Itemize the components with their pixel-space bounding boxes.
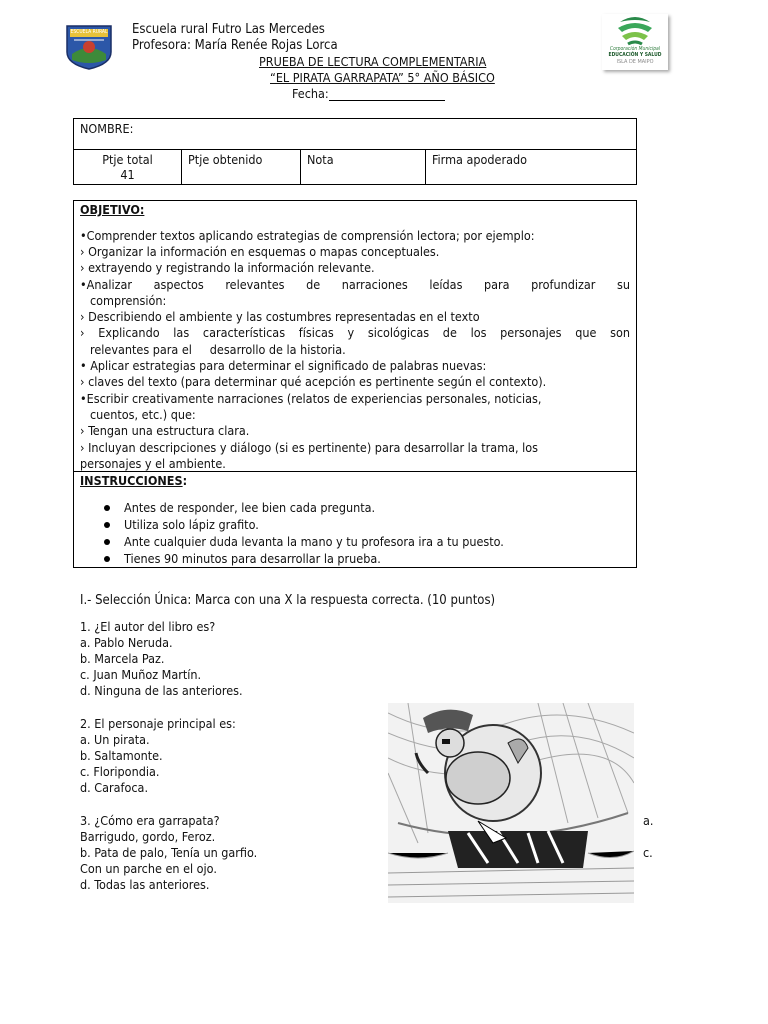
objective-line: › Explicando las características físicas y sicológicas de los personajes que son [80,325,630,340]
q3-option-c[interactable]: Con un parche en el ojo. [80,861,217,876]
objective-line: •Comprender textos aplicando estrategias de comprensión lectora; por ejemplo: [80,228,535,243]
corporation-logo-text-2: EDUCACIÓN Y SALUD [608,52,662,58]
q1-option-a[interactable]: a. Pablo Neruda. [80,635,173,650]
bullet-icon [104,522,110,528]
total-score-label: Ptje total [102,152,153,167]
objective-line: › Describiendo el ambiente y las costumbres representadas en el texto [80,309,480,324]
total-score-value: 41 [120,167,135,182]
section-divider [74,471,636,472]
q2-option-d[interactable]: d. Carafoca. [80,780,149,795]
test-title: PRUEBA DE LECTURA COMPLEMENTARIA [259,54,487,69]
student-info-table [73,118,637,185]
question-3: 3. ¿Cómo era garrapata? [80,813,220,828]
instructions-heading: INSTRUCCIONES: [80,473,188,488]
objective-line: › extrayendo y registrando la información relevante. [80,260,375,275]
objective-line: › Organizar la información en esquemas o mapas conceptuales. [80,244,440,259]
section-title: I.- Selección Única: Marca con una X la respuesta correcta. (10 puntos) [80,593,496,608]
objective-line: personajes y el ambiente. [80,456,226,471]
objective-line: •Escribir creativamente narraciones (relatos de experiencias personales, noticias, [80,391,542,406]
question-1: 1. ¿El autor del libro es? [80,619,216,634]
q3-option-d[interactable]: d. Todas las anteriores. [80,877,210,892]
obtained-score-label: Ptje obtenido [188,152,263,167]
instruction-item: Tienes 90 minutos para desarrollar la prueba. [104,551,630,567]
objective-line: relevantes para el desarrollo de la historia. [90,342,346,357]
bullet-icon [104,539,110,545]
objective-line: › Tengan una estructura clara. [80,423,250,438]
corporation-logo-text-3: ISLA DE MAIPO [616,59,654,65]
pirate-illustration [388,703,634,903]
instruction-item: Antes de responder, lee bien cada pregunta. [104,500,630,516]
q3-option-b[interactable]: b. Pata de palo, Tenía un garfio. [80,845,258,860]
guardian-signature-label: Firma apoderado [432,152,528,167]
q1-option-c[interactable]: c. Juan Muñoz Martín. [80,667,202,682]
objective-heading: OBJETIVO: [80,202,145,217]
question-2: 2. El personaje principal es: [80,716,236,731]
q3-option-c-marker: c. [643,845,653,860]
objective-line: •Analizar aspectos relevantes de narraciones leídas para profundizar su [80,277,630,292]
guardian-signature-cell[interactable] [426,150,637,185]
corporation-logo [602,14,668,70]
objective-line: cuentos, etc.) que: [90,407,196,422]
name-label: NOMBRE: [80,121,134,136]
q2-option-c[interactable]: c. Floripondia. [80,764,160,779]
school-logo-text: ESCUELA RURAL [70,29,108,35]
book-title: “EL PIRATA GARRAPATA” 5° AÑO BÁSICO [270,70,495,85]
obtained-score-cell[interactable] [182,150,301,185]
instruction-item: Ante cualquier duda levanta la mano y tu profesora ira a tu puesto. [104,534,630,550]
objective-line: › Incluyan descripciones y diálogo (si es pertinente) para desarrollar la trama, los [80,440,539,455]
objective-line: comprensión: [90,293,167,308]
q3-option-a-marker: a. [643,813,654,828]
teacher-name: Profesora: María Renée Rojas Lorca [132,38,338,53]
instruction-item: Utiliza solo lápiz grafito. [104,517,630,533]
grade-cell[interactable] [301,150,426,185]
objective-line: • Aplicar estrategias para determinar el significado de palabras nuevas: [80,358,487,373]
q3-option-a[interactable]: Barrigudo, gordo, Feroz. [80,829,216,844]
corporation-logo-text-1: Corporación Municipal [609,46,661,52]
bullet-icon [104,505,110,511]
school-name: Escuela rural Futro Las Mercedes [132,22,325,37]
q1-option-d[interactable]: d. Ninguna de las anteriores. [80,683,243,698]
name-cell[interactable] [74,119,637,150]
date-label: Fecha: [292,86,445,101]
bullet-icon [104,556,110,562]
q2-option-a[interactable]: a. Un pirata. [80,732,150,747]
total-score-cell [74,150,182,185]
objective-line: › claves del texto (para determinar qué acepción es pertinente según el contexto). [80,374,547,389]
q2-option-b[interactable]: b. Saltamonte. [80,748,163,763]
q1-option-b[interactable]: b. Marcela Paz. [80,651,165,666]
objective-instructions-box [73,200,637,568]
grade-label: Nota [307,152,334,167]
